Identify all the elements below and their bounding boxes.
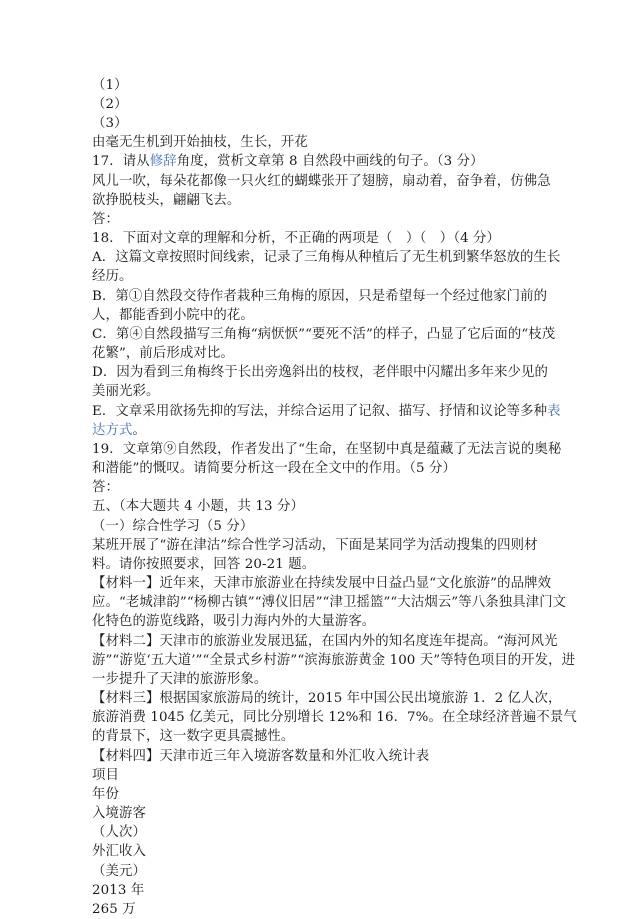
answer-blank-3: （3）	[92, 116, 128, 131]
table-cell-visitors-2013: 265 万	[92, 902, 136, 917]
intro-line-1: 某班开展了“游在津沽”综合性学习活动，下面是某同学为活动搜集的四则材	[92, 538, 538, 553]
answer-label: 答：	[92, 212, 119, 227]
option-b-line-2: 人，都能香到小院中的花。	[92, 308, 254, 323]
table-header-revenue-unit: （美元）	[92, 864, 146, 879]
option-c-line-1: C．第④自然段描写三角梅“病恹恹”“要死不活”的样子，凸显了它后面的“枝茂	[92, 327, 556, 342]
material-3-line-3: 的背景下，这一数字更具震撼性。	[92, 729, 295, 744]
material-1-line-1: 【材料一】近年来，天津市旅游业在持续发展中日益凸显“文化旅游”的品牌效	[92, 576, 552, 591]
option-c-line-2: 花繁”，前后形成对比。	[92, 346, 234, 361]
answer-summary-line: 由毫无生机到开始抽枝，生长，开花	[92, 135, 308, 150]
question-17-text-c: 角度，赏析文章第 8 自然段中画线的句子。（3 分）	[176, 154, 484, 169]
table-header-item: 项目	[92, 768, 119, 783]
link-expression-methods-cont[interactable]: 达方式	[92, 423, 133, 438]
question-19-line-2: 和潜能”的慨叹。请简要分析这一段在全文中的作用。（5 分）	[92, 461, 456, 476]
material-1-line-3: 化特色的游览线路，吸引力海内外的大量游客。	[92, 614, 376, 629]
table-header-visitors-unit: （人次）	[92, 825, 146, 840]
option-e-text: E．文章采用欲扬先抑的写法，并综合运用了记叙、描写、抒情和议论等多种	[92, 404, 548, 419]
option-a-line-1: A．这篇文章按照时间线索，记录了三角梅从种植后了无生机到繁华怒放的生长	[92, 250, 561, 265]
material-2-line-2: 游”“游览‘五大道’”“全景式乡村游”“滨海旅游黄金 100 天”等特色项目的开发，进	[92, 653, 576, 668]
link-rhetoric[interactable]: 修辞	[149, 154, 177, 169]
material-3-line-1: 【材料三】根据国家旅游局的统计，2015 年中国公民出境旅游 1．2 亿人次，	[92, 691, 562, 706]
answer-label-19: 答：	[92, 480, 119, 495]
table-header-year: 年份	[92, 787, 119, 802]
material-2-line-3: 一步提升了天津的旅游形象。	[92, 672, 268, 687]
material-1-line-2: 应。“老城津韵”“杨柳古镇”“溥仪旧居”“津卫摇篮”“大沽烟云”等八条独具津门文	[92, 595, 567, 610]
quoted-sentence-line-2: 欲挣脱枝头，翩翩飞去。	[92, 193, 241, 208]
option-d-line-1: D．因为看到三角梅终于长出旁逸斜出的枝杈，老伴眼中闪耀出多年来少见的	[92, 365, 549, 380]
option-a-line-2: 经历。	[92, 269, 133, 284]
subsection-heading: （一）综合性学习（5 分）	[92, 519, 254, 534]
quoted-sentence-line-1: 风儿一吹，每朵花都像一只火红的蝴蝶张开了翅膀，扇动着，奋争着，仿佛急	[92, 174, 551, 189]
question-17-text-a: 17．请从	[92, 154, 150, 169]
option-e-line-2	[92, 421, 146, 440]
question-19-line-1: 19．文章第⑨自然段，作者发出了“生命，在坚韧中真是蕴藏了无法言说的奥秘	[92, 442, 562, 457]
material-4-title: 【材料四】天津市近三年入境游客数量和外汇收入统计表	[92, 749, 430, 764]
option-e-line-1	[92, 402, 561, 421]
material-3-line-2: 旅游消费 1045 亿美元，同比分别增长 12%和 16．7%。在全球经济普遍不景气	[92, 710, 577, 725]
option-b-line-1: B．第①自然段交待作者栽种三角梅的原因，只是希望每一个经过他家门前的	[92, 289, 548, 304]
table-header-revenue: 外汇收入	[92, 844, 146, 859]
section-five-heading: 五、（本大题共 4 小题，共 13 分）	[92, 499, 304, 514]
answer-blank-1: （1）	[92, 78, 128, 93]
table-header-visitors: 入境游客	[92, 806, 146, 821]
intro-line-2: 料。请你按照要求，回答 20-21 题。	[92, 557, 316, 572]
answer-blank-2: （2）	[92, 97, 128, 112]
question-17	[92, 152, 484, 171]
link-expression-methods[interactable]: 表	[547, 404, 561, 419]
question-18: 18．下面对文章的理解和分析，不正确的两项是（ ）（ ）（4 分）	[92, 231, 501, 246]
material-2-line-1: 【材料二】天津市的旅游业发展迅猛，在国内外的知名度连年提高。“海河风光	[92, 634, 558, 649]
table-cell-year-2013: 2013 年	[92, 883, 145, 898]
option-d-line-2: 美丽光彩。	[92, 384, 160, 399]
option-e-line-2-tail: 。	[132, 423, 146, 438]
